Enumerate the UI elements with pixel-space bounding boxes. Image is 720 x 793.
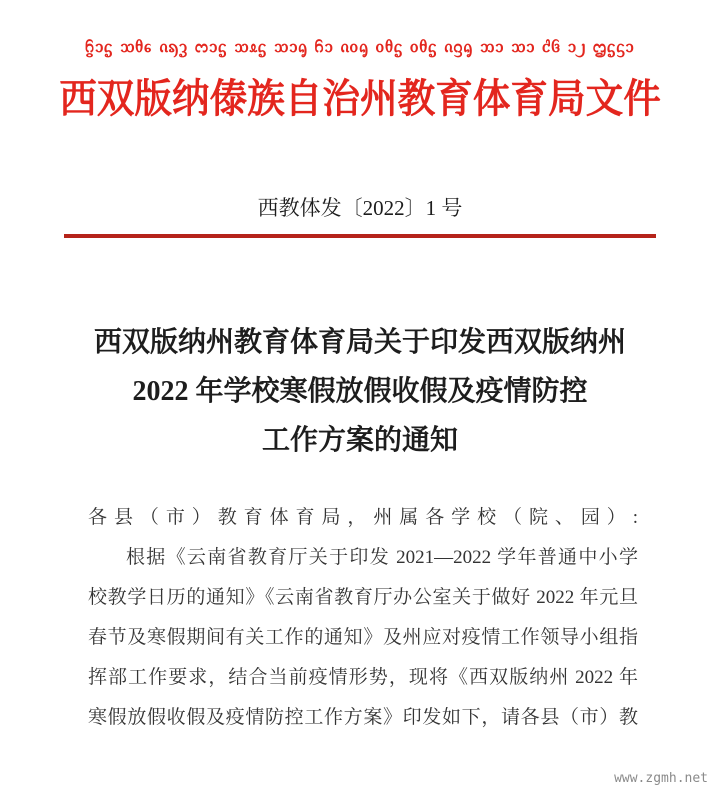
document-title-line-2: 2022 年学校寒假放假收假及疫情防控 xyxy=(132,376,588,407)
agency-letterhead-title: 西双版纳傣族自治州教育体育局文件 xyxy=(59,76,661,121)
body-paragraph-line: 寒假放假收假及疫情防控工作方案》印发如下，请各县（市）教 xyxy=(88,707,638,728)
salutation-line: 各县（市）教育体育局，州属各学校（院、园）: xyxy=(88,507,638,528)
dai-script-header: ᦩᦱᧃ ᦉᦲᧈ ᦵᦣᧆ ᦂᦱᧃ ᦉᦸᧃ ᦉᦱᧂ ᦆᦱ ᦵᦞᧂ ᦞᦲᧃ ᦞᦲᧃ ᦵᦋᧂ ᦘᦱ ᦉᦱ ᦺᦑ ᧑᧒ ᦗᧃᦓᦱ xyxy=(85,37,635,57)
document-title-line-3: 工作方案的通知 xyxy=(261,425,458,456)
body-paragraph-line: 根据《云南省教育厅关于印发 2021—2022 学年普通中小学 xyxy=(126,547,638,568)
body-paragraph-line: 春节及寒假期间有关工作的通知》及州应对疫情工作领导小组指 xyxy=(88,627,638,648)
body-paragraph-line: 挥部工作要求，结合当前疫情形势，现将《西双版纳州 2022 年 xyxy=(88,667,638,688)
body-paragraph-line: 校教学日历的通知》《云南省教育厅办公室关于做好 2022 年元旦 xyxy=(88,587,638,608)
document-body xyxy=(88,498,638,738)
site-watermark: www.zgmh.net xyxy=(614,771,708,786)
document-title xyxy=(0,318,720,465)
document-title-line-1: 西双版纳州教育体育局关于印发西双版纳州 xyxy=(93,327,626,358)
red-separator-line xyxy=(64,234,656,238)
document-number: 西教体发〔2022〕1 号 xyxy=(257,196,463,220)
